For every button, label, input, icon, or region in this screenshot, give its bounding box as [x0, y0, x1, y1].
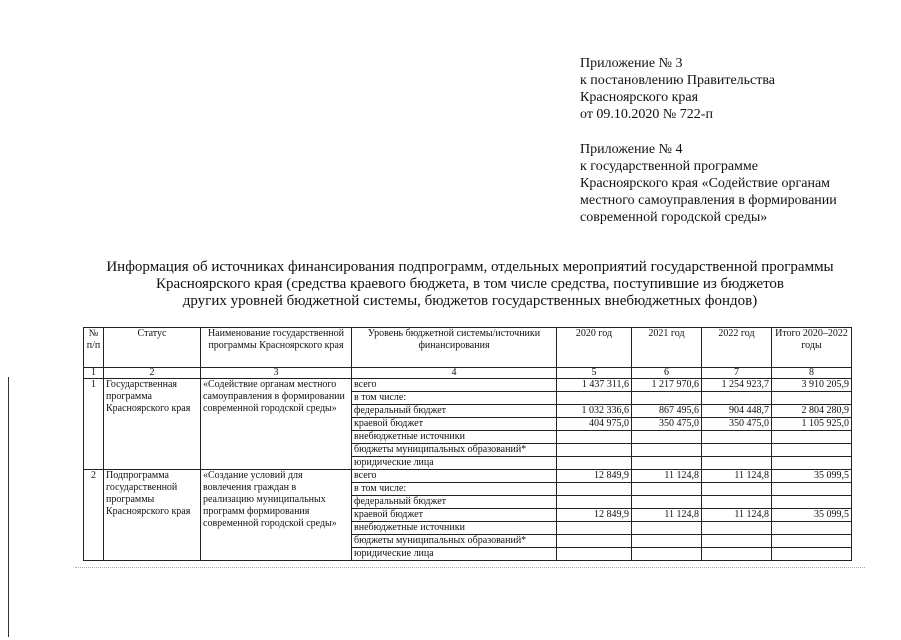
cell-total: [772, 431, 852, 444]
column-number: 7: [702, 368, 772, 379]
cell-total: [772, 444, 852, 457]
cell-2022: [702, 496, 772, 509]
table-header-row: [84, 328, 852, 368]
row-status: Подпрограмма государственной программы Красноярского края: [104, 470, 201, 561]
cell-level: всего: [352, 379, 557, 392]
column-number: 5: [557, 368, 632, 379]
cell-2021: [632, 548, 702, 561]
header-2022: 2022 год: [702, 328, 772, 368]
column-number: 2: [104, 368, 201, 379]
cell-level: внебюджетные источники: [352, 431, 557, 444]
header-status: Статус: [104, 328, 201, 368]
cell-2021: [632, 483, 702, 496]
appendix-4-line: современной городской среды»: [580, 210, 768, 225]
header-program-name: Наименование государственной программы Красноярского края: [201, 328, 352, 368]
column-number: 1: [84, 368, 104, 379]
cell-level: в том числе:: [352, 483, 557, 496]
cell-level: всего: [352, 470, 557, 483]
appendix-4-line: Красноярского края «Содействие органам: [580, 176, 831, 191]
cell-2022: [702, 483, 772, 496]
cell-2020: [557, 457, 632, 470]
cell-total: [772, 535, 852, 548]
column-number: 8: [772, 368, 852, 379]
cell-2021: [632, 444, 702, 457]
cell-level: внебюджетные источники: [352, 522, 557, 535]
cell-2022: [702, 392, 772, 405]
cell-2021: [632, 392, 702, 405]
title-line: Красноярского края (средства краевого бюджета, в том числе средства, поступившие из бюджетов: [155, 276, 785, 292]
cell-total: 3 910 205,9: [772, 379, 852, 392]
cell-2020: 1 032 336,6: [557, 405, 632, 418]
cell-level: федеральный бюджет: [352, 405, 557, 418]
table-row: [84, 470, 852, 483]
cell-2022: [702, 535, 772, 548]
cell-total: [772, 457, 852, 470]
cell-2022: [702, 444, 772, 457]
cell-2022: 350 475,0: [702, 418, 772, 431]
appendix-3-line: от 09.10.2020 № 722-п: [580, 107, 713, 122]
table-group-program: [84, 379, 852, 470]
cell-2022: 1 254 923,7: [702, 379, 772, 392]
cell-2021: 350 475,0: [632, 418, 702, 431]
table-row: [84, 379, 852, 392]
row-num: 1: [84, 379, 104, 470]
column-number: 6: [632, 368, 702, 379]
cell-2020: 404 975,0: [557, 418, 632, 431]
cell-2022: 11 124,8: [702, 470, 772, 483]
cell-2021: [632, 457, 702, 470]
header-2021: 2021 год: [632, 328, 702, 368]
cell-2020: [557, 431, 632, 444]
cell-2020: [557, 522, 632, 535]
row-program-name: «Создание условий для вовлечения граждан в реализацию муниципальных программ формирования современной городской среды»: [201, 470, 352, 561]
title-line: Информация об источниках финансирования подпрограмм, отдельных мероприятий государственной программы: [106, 259, 834, 275]
cell-level: краевой бюджет: [352, 509, 557, 522]
scan-artifact-line: [75, 567, 865, 568]
cell-level: в том числе:: [352, 392, 557, 405]
row-program-name: «Содействие органам местного самоуправления в формировании современной городской среды»: [201, 379, 352, 470]
table-group-subprogram: [84, 470, 852, 561]
header-total: Итого 2020–2022 годы: [772, 328, 852, 368]
cell-2020: 12 849,9: [557, 509, 632, 522]
cell-2022: 904 448,7: [702, 405, 772, 418]
cell-2022: [702, 548, 772, 561]
appendix-4-block: [580, 141, 837, 226]
cell-2022: 11 124,8: [702, 509, 772, 522]
scan-edge-mark: [8, 377, 9, 637]
cell-2021: [632, 496, 702, 509]
row-num: 2: [84, 470, 104, 561]
cell-level: юридические лица: [352, 457, 557, 470]
cell-total: [772, 496, 852, 509]
cell-level: федеральный бюджет: [352, 496, 557, 509]
cell-total: [772, 548, 852, 561]
cell-level: бюджеты муниципальных образований*: [352, 444, 557, 457]
header-budget-level: Уровень бюджетной системы/источники финансирования: [352, 328, 557, 368]
cell-total: 35 099,5: [772, 509, 852, 522]
cell-level: юридические лица: [352, 548, 557, 561]
column-number-row: [84, 368, 852, 379]
column-number: 3: [201, 368, 352, 379]
cell-level: краевой бюджет: [352, 418, 557, 431]
appendix-4-line: к государственной программе: [580, 159, 758, 174]
cell-2020: [557, 444, 632, 457]
header-num: № п/п: [84, 328, 104, 368]
cell-2021: 1 217 970,6: [632, 379, 702, 392]
cell-2021: [632, 522, 702, 535]
cell-2020: [557, 535, 632, 548]
title-line: других уровней бюджетной системы, бюджетов государственных внебюджетных фондов): [182, 293, 758, 309]
cell-2022: [702, 457, 772, 470]
cell-total: 35 099,5: [772, 470, 852, 483]
cell-total: 1 105 925,0: [772, 418, 852, 431]
cell-2020: [557, 548, 632, 561]
cell-2020: [557, 392, 632, 405]
appendix-3-line: к постановлению Правительства: [580, 73, 776, 88]
cell-2021: 11 124,8: [632, 509, 702, 522]
cell-total: [772, 483, 852, 496]
appendix-4-line: местного самоуправления в формировании: [580, 193, 837, 208]
appendix-3-block: [580, 55, 775, 123]
column-number: 4: [352, 368, 557, 379]
appendix-4-line: Приложение № 4: [580, 142, 683, 157]
cell-total: 2 804 280,9: [772, 405, 852, 418]
cell-2020: [557, 496, 632, 509]
financing-table: [83, 327, 852, 561]
cell-2020: 1 437 311,6: [557, 379, 632, 392]
cell-total: [772, 522, 852, 535]
cell-2020: 12 849,9: [557, 470, 632, 483]
header-2020: 2020 год: [557, 328, 632, 368]
cell-2022: [702, 431, 772, 444]
cell-2022: [702, 522, 772, 535]
appendix-3-line: Красноярского края: [580, 90, 699, 105]
appendix-3-line: Приложение № 3: [580, 56, 683, 71]
cell-level: бюджеты муниципальных образований*: [352, 535, 557, 548]
cell-2021: 11 124,8: [632, 470, 702, 483]
cell-2021: [632, 535, 702, 548]
cell-2020: [557, 483, 632, 496]
document-title: [60, 259, 880, 310]
cell-2021: [632, 431, 702, 444]
cell-total: [772, 392, 852, 405]
row-status: Государственная программа Красноярского края: [104, 379, 201, 470]
cell-2021: 867 495,6: [632, 405, 702, 418]
